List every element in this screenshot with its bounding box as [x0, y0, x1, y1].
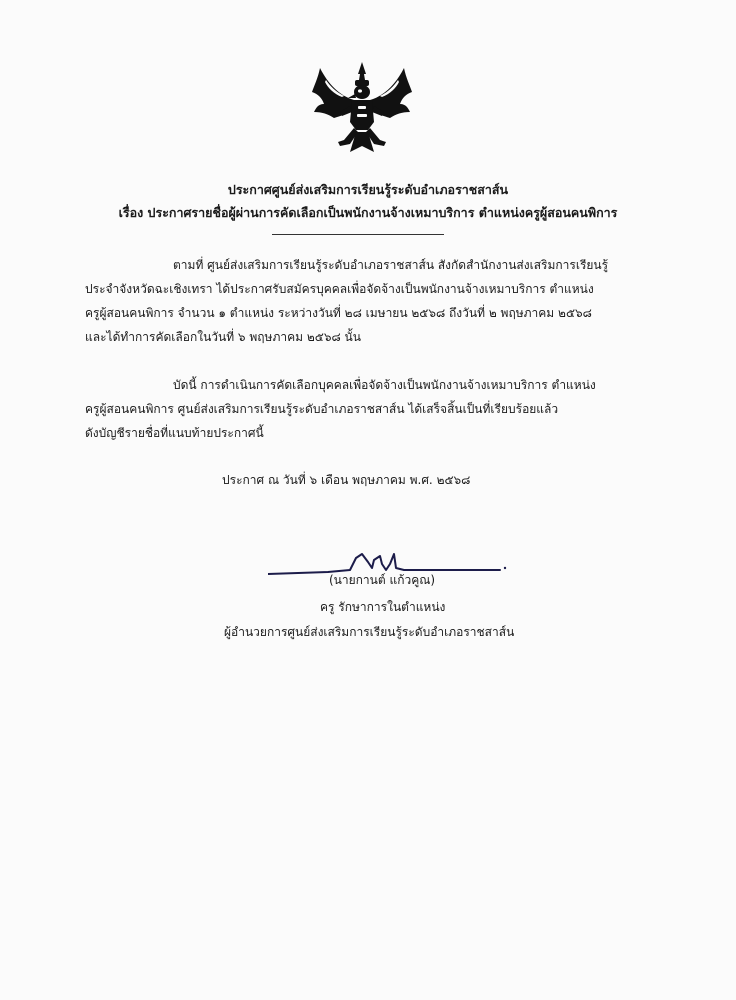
- title-separator: [272, 234, 444, 235]
- paragraph2-line1: บัดนี้ การดำเนินการคัดเลือกบุคคลเพื่อจัดจ้างเป็นพนักงานจ้างเหมาบริการ ตำแหน่ง: [173, 378, 596, 392]
- announcement-subject: เรื่อง ประกาศรายชื่อผู้ผ่านการคัดเลือกเป็นพนักงานจ้างเหมาบริการ ตำแหน่งครูผู้สอนคนพิการ: [118, 205, 618, 220]
- paragraph1-line3: ครูผู้สอนคนพิการ จำนวน ๑ ตำแหน่ง ระหว่างวันที่ ๒๘ เมษายน ๒๕๖๘ ถึงวันที่ ๒ พฤษภาคม ๒๕๖๘: [85, 306, 592, 320]
- garuda-emblem-icon: [310, 60, 414, 158]
- announcement-date: ประกาศ ณ วันที่ ๖ เดือน พฤษภาคม พ.ศ. ๒๕๖๘: [222, 473, 471, 487]
- paragraph2-line3: ดังบัญชีรายชื่อที่แนบท้ายประกาศนี้: [85, 426, 264, 440]
- signatory-acting-position: ครู รักษาการในตำแหน่ง: [320, 600, 446, 614]
- signatory-name: (นายกานต์ แก้วคูณ): [329, 573, 436, 587]
- paragraph1-line1: ตามที่ ศูนย์ส่งเสริมการเรียนรู้ระดับอำเภอราชสาส์น สังกัดสำนักงานส่งเสริมการเรียนรู้: [173, 258, 609, 272]
- paragraph2-line2: ครูผู้สอนคนพิการ ศูนย์ส่งเสริมการเรียนรู้ระดับอำเภอราชสาส์น ได้เสร็จสิ้นเป็นที่เรียบร้อยแล้ว: [85, 402, 559, 416]
- signatory-position: ผู้อำนวยการศูนย์ส่งเสริมการเรียนรู้ระดับอำเภอราชสาส์น: [224, 625, 515, 639]
- paragraph1-line2: ประจำจังหวัดฉะเชิงเทรา ได้ประกาศรับสมัครบุคคลเพื่อจัดจ้างเป็นพนักงานจ้างเหมาบริการ ตำแหน่ง: [85, 282, 594, 296]
- paragraph1-line4: และได้ทำการคัดเลือกในวันที่ ๖ พฤษภาคม ๒๕๖๘ นั้น: [85, 330, 361, 344]
- announcement-title: ประกาศศูนย์ส่งเสริมการเรียนรู้ระดับอำเภอราชสาส์น: [227, 182, 509, 197]
